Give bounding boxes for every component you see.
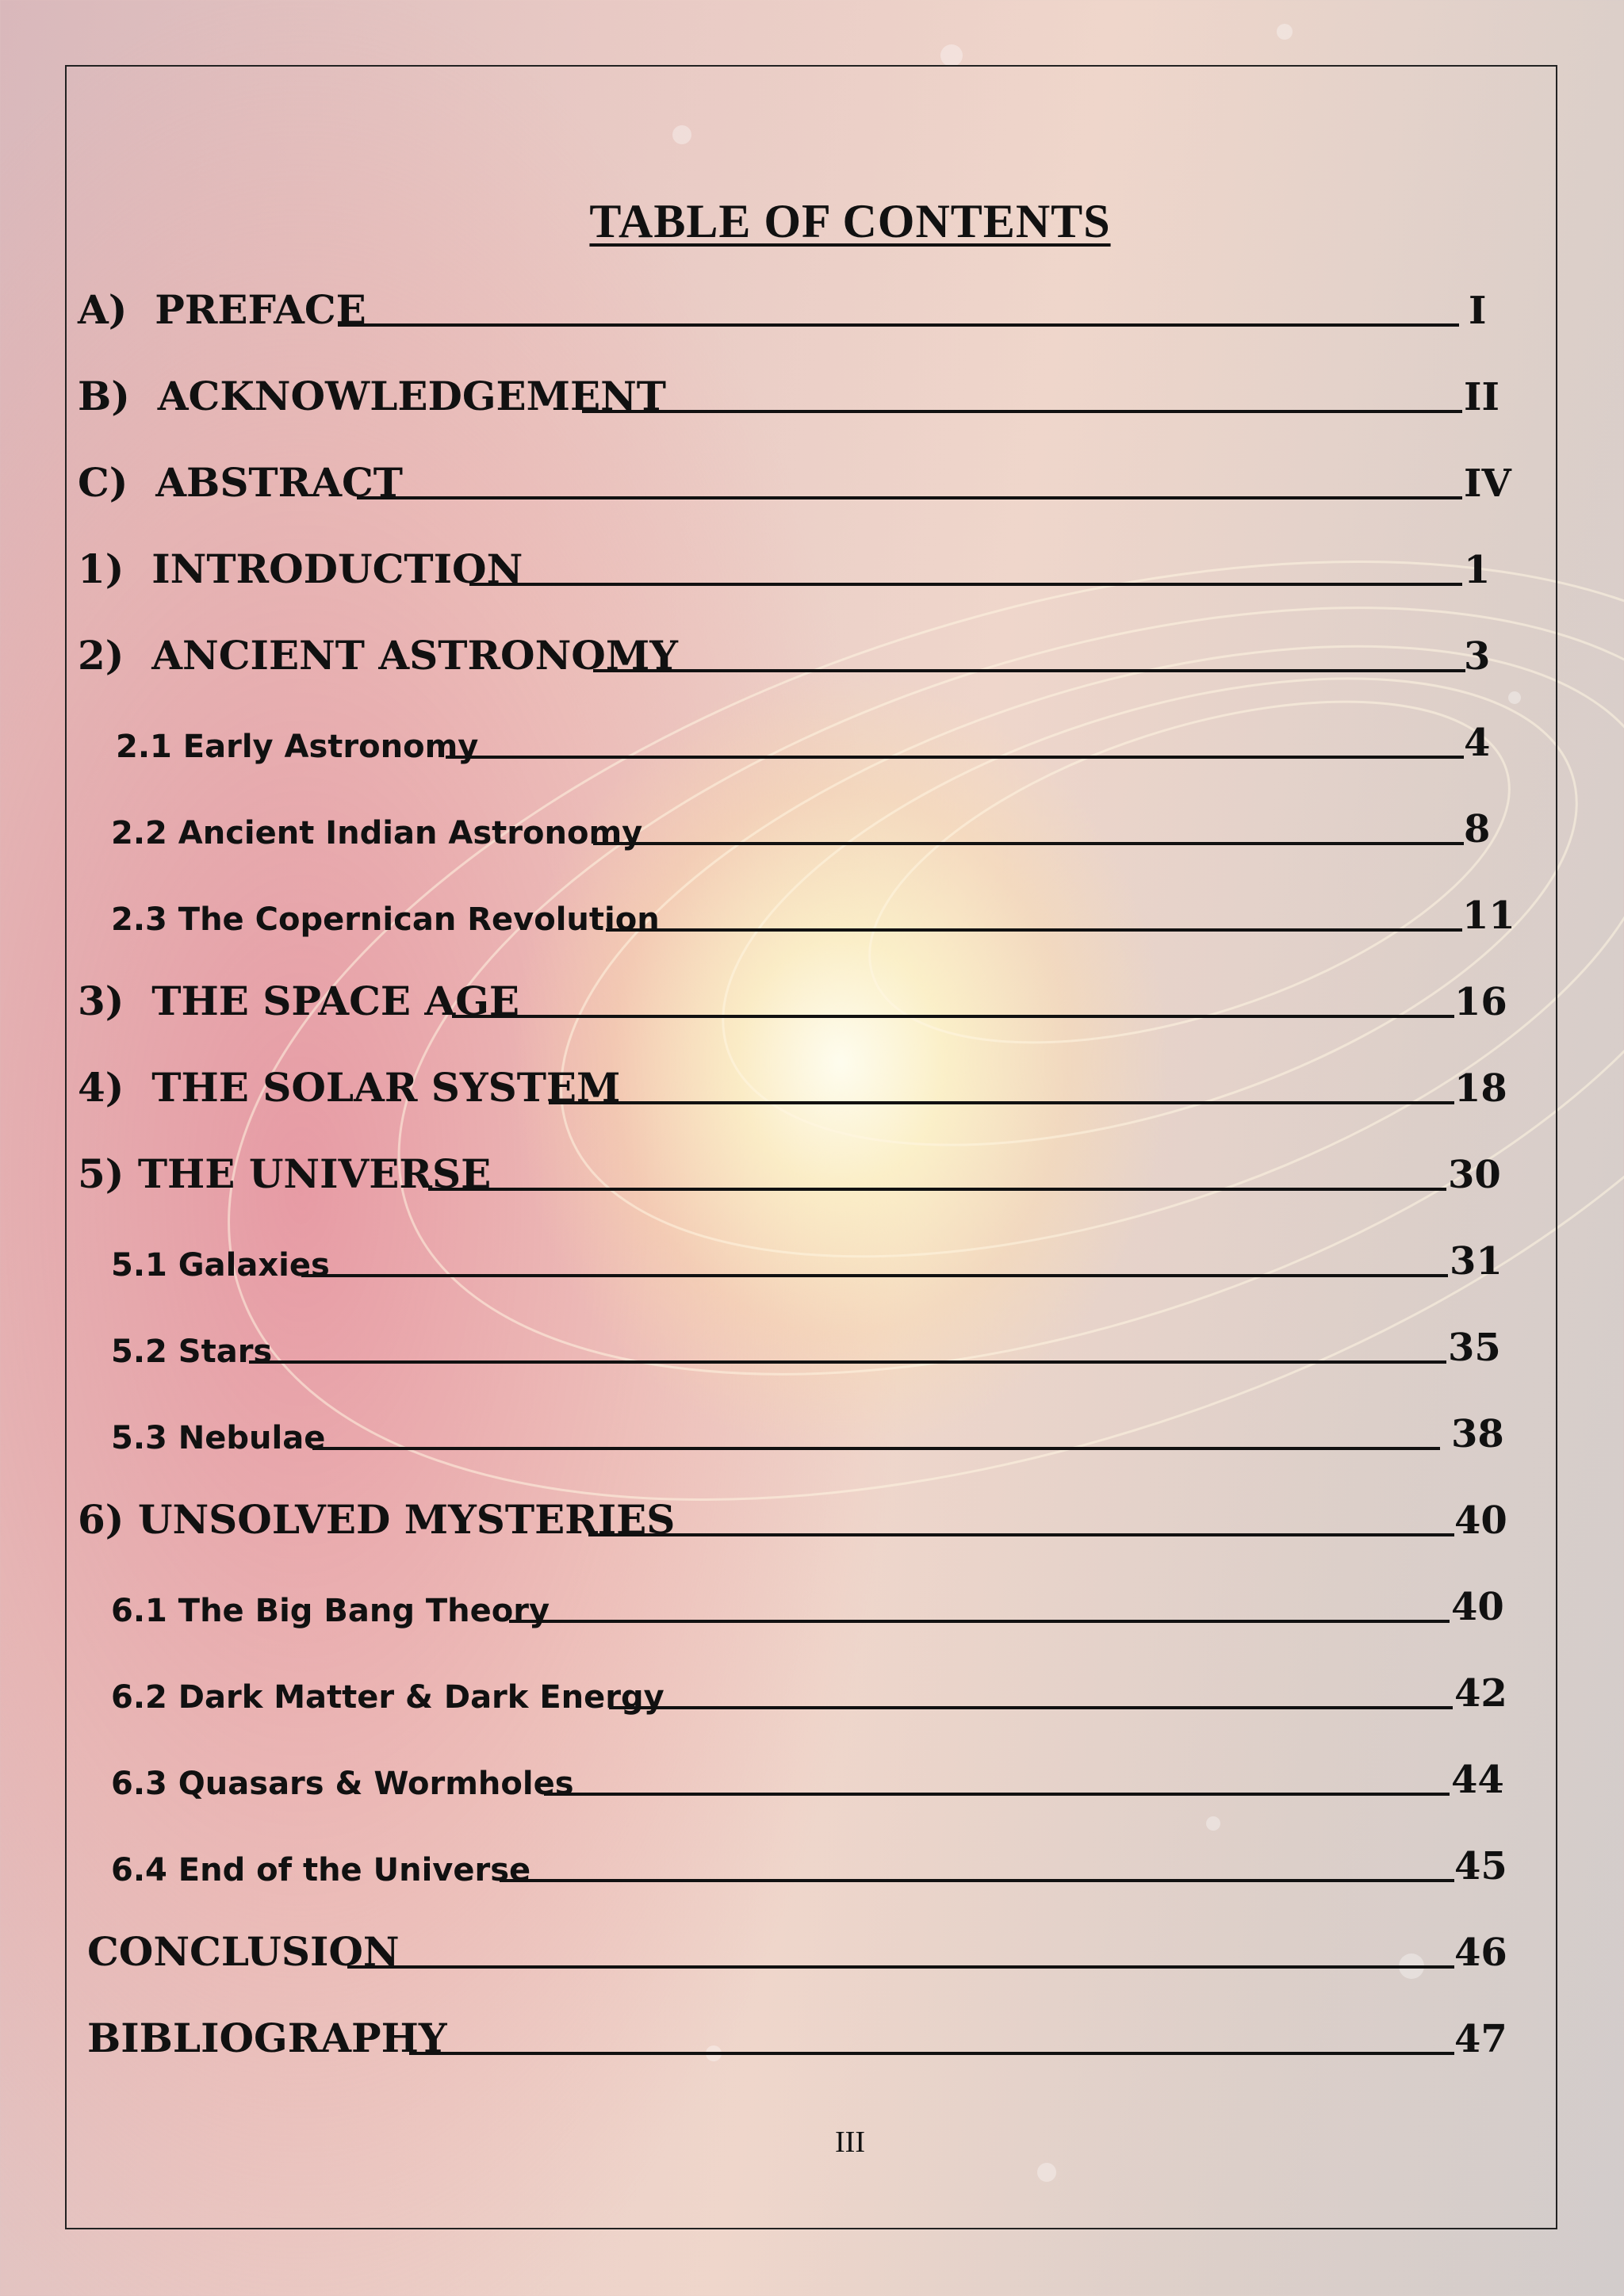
toc-entry-label: B) ACKNOWLEDGEMENT xyxy=(78,373,666,419)
toc-leader-line xyxy=(509,1620,1450,1623)
toc-entry-page: 40 xyxy=(1454,1498,1507,1543)
toc-entry-page: 30 xyxy=(1448,1153,1501,1197)
toc-entry-page: 40 xyxy=(1451,1585,1504,1629)
toc-leader-line xyxy=(357,496,1462,499)
toc-entry-universe[interactable] xyxy=(0,1134,1624,1197)
toc-entry-label: BIBLIOGRAPHY xyxy=(87,2015,447,2061)
toc-leader-line xyxy=(347,1965,1454,1969)
toc-leader-line xyxy=(582,410,1462,413)
toc-entry-label: A) PREFACE xyxy=(78,286,366,333)
toc-entry-end-of-universe[interactable] xyxy=(0,1825,1624,1888)
toc-leader-line xyxy=(452,1015,1454,1018)
toc-entry-galaxies[interactable] xyxy=(0,1220,1624,1284)
toc-entry-acknowledgement[interactable] xyxy=(0,356,1624,419)
toc-entry-page: 8 xyxy=(1464,807,1491,851)
toc-entry-label: 2.2 Ancient Indian Astronomy xyxy=(111,815,643,851)
toc-entry-page: II xyxy=(1464,375,1500,419)
toc-entry-page: 38 xyxy=(1451,1412,1504,1456)
toc-entry-page: 4 xyxy=(1464,721,1491,765)
toc-leader-line xyxy=(609,1706,1453,1709)
toc-entry-label: 2.3 The Copernican Revolution xyxy=(111,901,660,938)
toc-leader-line xyxy=(593,669,1465,672)
footer-page-number: III xyxy=(835,2126,865,2159)
toc-entry-page: 3 xyxy=(1464,634,1491,679)
toc-entry-page: 47 xyxy=(1454,2017,1507,2061)
toc-leader-line xyxy=(428,1188,1446,1191)
toc-leader-line xyxy=(549,1101,1454,1104)
toc-entry-page: 11 xyxy=(1462,894,1515,938)
toc-entry-conclusion[interactable] xyxy=(0,1911,1624,1975)
toc-entry-page: 1 xyxy=(1464,548,1491,592)
toc-entry-preface[interactable] xyxy=(0,270,1624,333)
toc-entry-dark-matter-dark-energy[interactable] xyxy=(0,1652,1624,1716)
toc-leader-line xyxy=(446,756,1464,759)
toc-leader-line xyxy=(338,323,1459,327)
toc-entry-page: I xyxy=(1469,289,1487,333)
toc-entry-label: 6) UNSOLVED MYSTERIES xyxy=(78,1496,676,1543)
toc-leader-line xyxy=(593,842,1464,845)
toc-title: TABLE OF CONTENTS xyxy=(589,195,1111,247)
toc-entry-label: 6.4 End of the Universe xyxy=(111,1852,531,1888)
toc-entry-copernican-revolution[interactable] xyxy=(0,874,1624,938)
toc-entry-stars[interactable] xyxy=(0,1307,1624,1370)
toc-entry-introduction[interactable] xyxy=(0,529,1624,592)
toc-entry-ancient-indian-astronomy[interactable] xyxy=(0,788,1624,851)
toc-entry-label: 1) INTRODUCTION xyxy=(78,545,523,592)
toc-entry-label: 6.1 The Big Bang Theory xyxy=(111,1593,550,1629)
toc-entry-label: 6.2 Dark Matter & Dark Energy xyxy=(111,1679,665,1716)
toc-entry-unsolved-mysteries[interactable] xyxy=(0,1479,1624,1543)
toc-entry-abstract[interactable] xyxy=(0,442,1624,506)
toc-entry-label: CONCLUSION xyxy=(87,1928,400,1975)
toc-leader-line xyxy=(409,2052,1454,2055)
toc-entry-ancient-astronomy[interactable] xyxy=(0,615,1624,679)
toc-entry-label: C) ABSTRACT xyxy=(78,459,403,506)
toc-entry-label: 2) ANCIENT ASTRONOMY xyxy=(78,632,678,679)
toc-leader-line xyxy=(301,1274,1448,1277)
toc-entry-nebulae[interactable] xyxy=(0,1393,1624,1456)
toc-entry-early-astronomy[interactable] xyxy=(0,702,1624,765)
toc-entry-label: 3) THE SPACE AGE xyxy=(78,978,520,1024)
toc-entry-label: 5.2 Stars xyxy=(111,1334,273,1370)
toc-entry-solar-system[interactable] xyxy=(0,1047,1624,1111)
toc-entry-label: 2.1 Early Astronomy xyxy=(116,729,479,765)
toc-leader-line xyxy=(469,583,1462,586)
toc-entry-label: 6.3 Quasars & Wormholes xyxy=(111,1766,574,1802)
toc-entry-page: 16 xyxy=(1454,980,1507,1024)
toc-entry-label: 5.3 Nebulae xyxy=(111,1420,326,1456)
toc-entry-page: 31 xyxy=(1450,1239,1503,1284)
toc-entry-big-bang-theory[interactable] xyxy=(0,1566,1624,1629)
toc-entry-quasars-wormholes[interactable] xyxy=(0,1739,1624,1802)
toc-entry-page: IV xyxy=(1464,461,1511,506)
toc-entry-label: 5.1 Galaxies xyxy=(111,1247,330,1284)
toc-entry-bibliography[interactable] xyxy=(0,1998,1624,2061)
toc-leader-line xyxy=(606,928,1462,932)
toc-leader-line xyxy=(544,1793,1450,1796)
toc-leader-line xyxy=(588,1533,1454,1536)
toc-entry-label: 5) THE UNIVERSE xyxy=(78,1150,492,1197)
toc-entry-page: 44 xyxy=(1451,1758,1504,1802)
toc-entry-page: 46 xyxy=(1454,1931,1507,1975)
toc-entry-label: 4) THE SOLAR SYSTEM xyxy=(78,1064,621,1111)
toc-entry-page: 35 xyxy=(1448,1326,1501,1370)
toc-entry-page: 45 xyxy=(1454,1844,1507,1888)
toc-entry-page: 18 xyxy=(1454,1066,1507,1111)
toc-entry-space-age[interactable] xyxy=(0,961,1624,1024)
toc-entry-page: 42 xyxy=(1454,1671,1507,1716)
toc-leader-line xyxy=(500,1879,1454,1882)
toc-leader-line xyxy=(249,1360,1446,1364)
toc-leader-line xyxy=(312,1447,1440,1450)
